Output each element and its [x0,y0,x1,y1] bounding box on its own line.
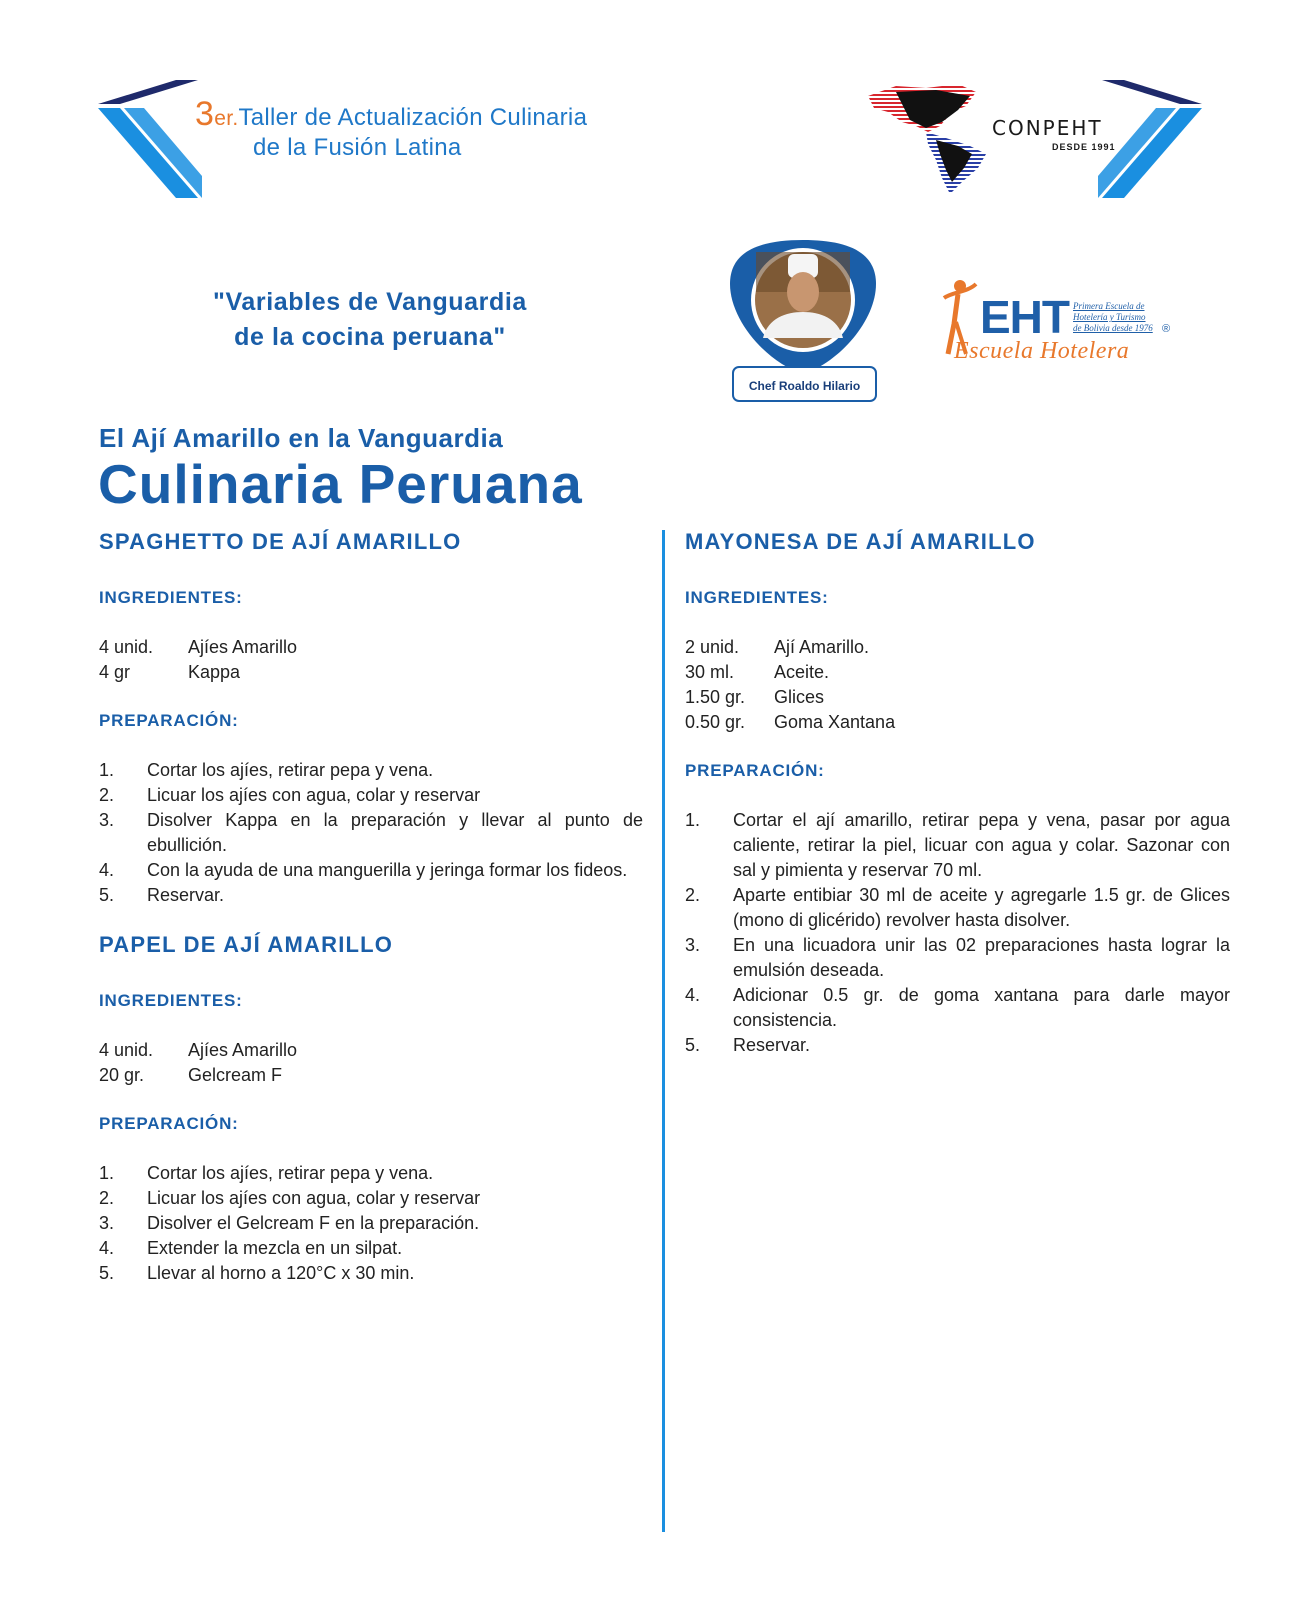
step-text: Licuar los ajíes con agua, colar y reservar [147,785,481,805]
ingredient-row [99,635,643,660]
recipe-title: SPAGHETTO DE AJÍ AMARILLO [99,529,462,554]
quote-line-1: "Variables de Vanguardia [213,288,527,316]
step-number: 1. [99,1163,115,1183]
americas-map-logo [866,82,1006,194]
step-number: 3. [99,1213,115,1233]
step-text: Con la ayuda de una manguerilla y jeringa formar los fideos. [147,860,628,880]
ingredient-qty: 20 gr. [99,1065,145,1085]
ingredient-qty: 4 unid. [99,637,154,657]
event-title [195,95,588,162]
registered-icon: ® [1162,323,1171,335]
recipe-mayonesa [685,527,1230,1058]
ingredient-row [685,710,1230,735]
ingredient-row [99,660,643,685]
ingredient-qty: 4 unid. [99,1040,154,1060]
eht-tagline [1073,301,1153,334]
ingredient-name: Kappa [188,662,241,682]
quote-line-2: de la cocina peruana" [234,323,506,351]
ingredient-row [685,685,1230,710]
step-item [685,808,1230,883]
step-item [99,1261,643,1286]
step-item [99,858,643,883]
step-number: 5. [685,1035,701,1055]
step-text: Cortar los ajíes, retirar pepa y vena. [147,1163,434,1183]
chef-name-label: Chef Roaldo Hilario [732,366,877,402]
step-text: Cortar los ajíes, retirar pepa y vena. [147,760,434,780]
ingredient-qty: 4 gr [99,662,131,682]
recipe-title: PAPEL DE AJÍ AMARILLO [99,932,394,957]
ingredient-name: Glices [774,687,825,707]
steps-list [99,1161,643,1286]
step-number: 5. [99,1263,115,1283]
ingredient-qty: 2 unid. [685,637,740,657]
step-number: 2. [685,885,701,905]
step-item [99,1186,643,1211]
step-number: 1. [99,760,115,780]
preparation-heading: PREPARACIÓN: [99,1114,239,1133]
event-line-1: Taller de Actualización Culinaria [238,104,588,131]
ingredient-qty: 30 ml. [685,662,735,682]
eht-tagline-2: Hotelería y Turismo [1073,312,1146,322]
conpeht-name: CONPEHT [992,116,1103,140]
eht-acronym: EHT [980,291,1069,343]
step-number: 3. [99,810,115,830]
step-item [99,1211,643,1236]
step-text: Disolver Kappa en la preparación y llevar al punto de ebullición. [147,810,643,855]
ingredient-name: Ajíes Amarillo [188,1040,298,1060]
ingredient-name: Aceite. [774,662,830,682]
step-item [685,933,1230,983]
ingredients-list [685,635,1230,735]
step-item [685,883,1230,933]
right-column [685,527,1230,1058]
step-text: Disolver el Gelcream F en la preparación. [147,1213,480,1233]
step-text: Licuar los ajíes con agua, colar y reservar [147,1188,481,1208]
ingredients-list [99,1038,643,1088]
event-line-2: de la Fusión Latina [253,134,462,161]
left-column [99,527,643,1286]
step-number: 4. [99,860,115,880]
left-chevron-decoration [98,80,202,198]
step-text: Cortar el ají amarillo, retirar pepa y vena, pasar por agua caliente, retirar la piel, licuar con agua y colar. Sazonar con sal y pimienta y reservar 70 ml. [733,810,1230,880]
steps-list [685,808,1230,1058]
step-text: Adicionar 0.5 gr. de goma xantana para darle mayor consistencia. [733,985,1230,1030]
step-number: 2. [99,1188,115,1208]
event-suffix: er. [214,107,239,130]
step-text: En una licuadora unir las 02 preparaciones hasta lograr la emulsión deseada. [733,935,1230,980]
step-text: Reservar. [733,1035,811,1055]
step-number: 5. [99,885,115,905]
recipe-papel [99,930,643,1286]
ingredient-name: Ají Amarillo. [774,637,870,657]
step-number: 4. [99,1238,115,1258]
right-chevron-decoration [1098,80,1202,198]
ingredient-name: Gelcream F [188,1065,283,1085]
step-item [99,883,643,908]
ingredient-qty: 0.50 gr. [685,712,746,732]
step-text: Extender la mezcla en un silpat. [147,1238,403,1258]
step-number: 3. [685,935,701,955]
step-number: 1. [685,810,701,830]
eht-tagline-1: Primera Escuela de [1073,301,1145,311]
recipe-spaghetto [99,527,643,908]
ingredient-qty: 1.50 gr. [685,687,746,707]
column-divider [662,530,665,1532]
step-item [99,808,643,858]
step-text: Llevar al horno a 120°C x 30 min. [147,1263,415,1283]
page-title: Culinaria Peruana [98,453,583,515]
eht-script-name: Escuela Hotelera [954,338,1130,364]
step-item [685,983,1230,1033]
preparation-heading: PREPARACIÓN: [685,761,825,780]
page-subtitle: El Ají Amarillo en la Vanguardia [99,423,504,453]
workshop-quote [150,285,590,355]
chef-photo-badge [728,238,878,378]
step-item [99,783,643,808]
ingredient-row [99,1063,643,1088]
ingredients-heading: INGREDIENTES: [99,991,243,1010]
event-number: 3 [195,95,215,133]
step-item [99,1161,643,1186]
steps-list [99,758,643,908]
ingredient-row [685,660,1230,685]
step-number: 2. [99,785,115,805]
conpeht-since: DESDE 1991 [1052,142,1116,152]
step-text: Reservar. [147,885,225,905]
step-item [99,1236,643,1261]
ingredient-row [99,1038,643,1063]
preparation-heading: PREPARACIÓN: [99,711,239,730]
ingredients-list [99,635,643,685]
ingredient-name: Goma Xantana [774,712,896,732]
step-item [685,1033,1230,1058]
step-text: Aparte entibiar 30 ml de aceite y agregarle 1.5 gr. de Glices (mono di glicérido) revolver hasta disolver. [733,885,1230,930]
ingredients-heading: INGREDIENTES: [99,588,243,607]
ingredient-name: Ajíes Amarillo [188,637,298,657]
ingredient-row [685,635,1230,660]
ingredients-heading: INGREDIENTES: [685,588,829,607]
step-item [99,758,643,783]
recipe-title: MAYONESA DE AJÍ AMARILLO [685,529,1036,554]
step-number: 4. [685,985,701,1005]
eht-tagline-3: de Bolivia desde 1976 [1073,323,1153,333]
